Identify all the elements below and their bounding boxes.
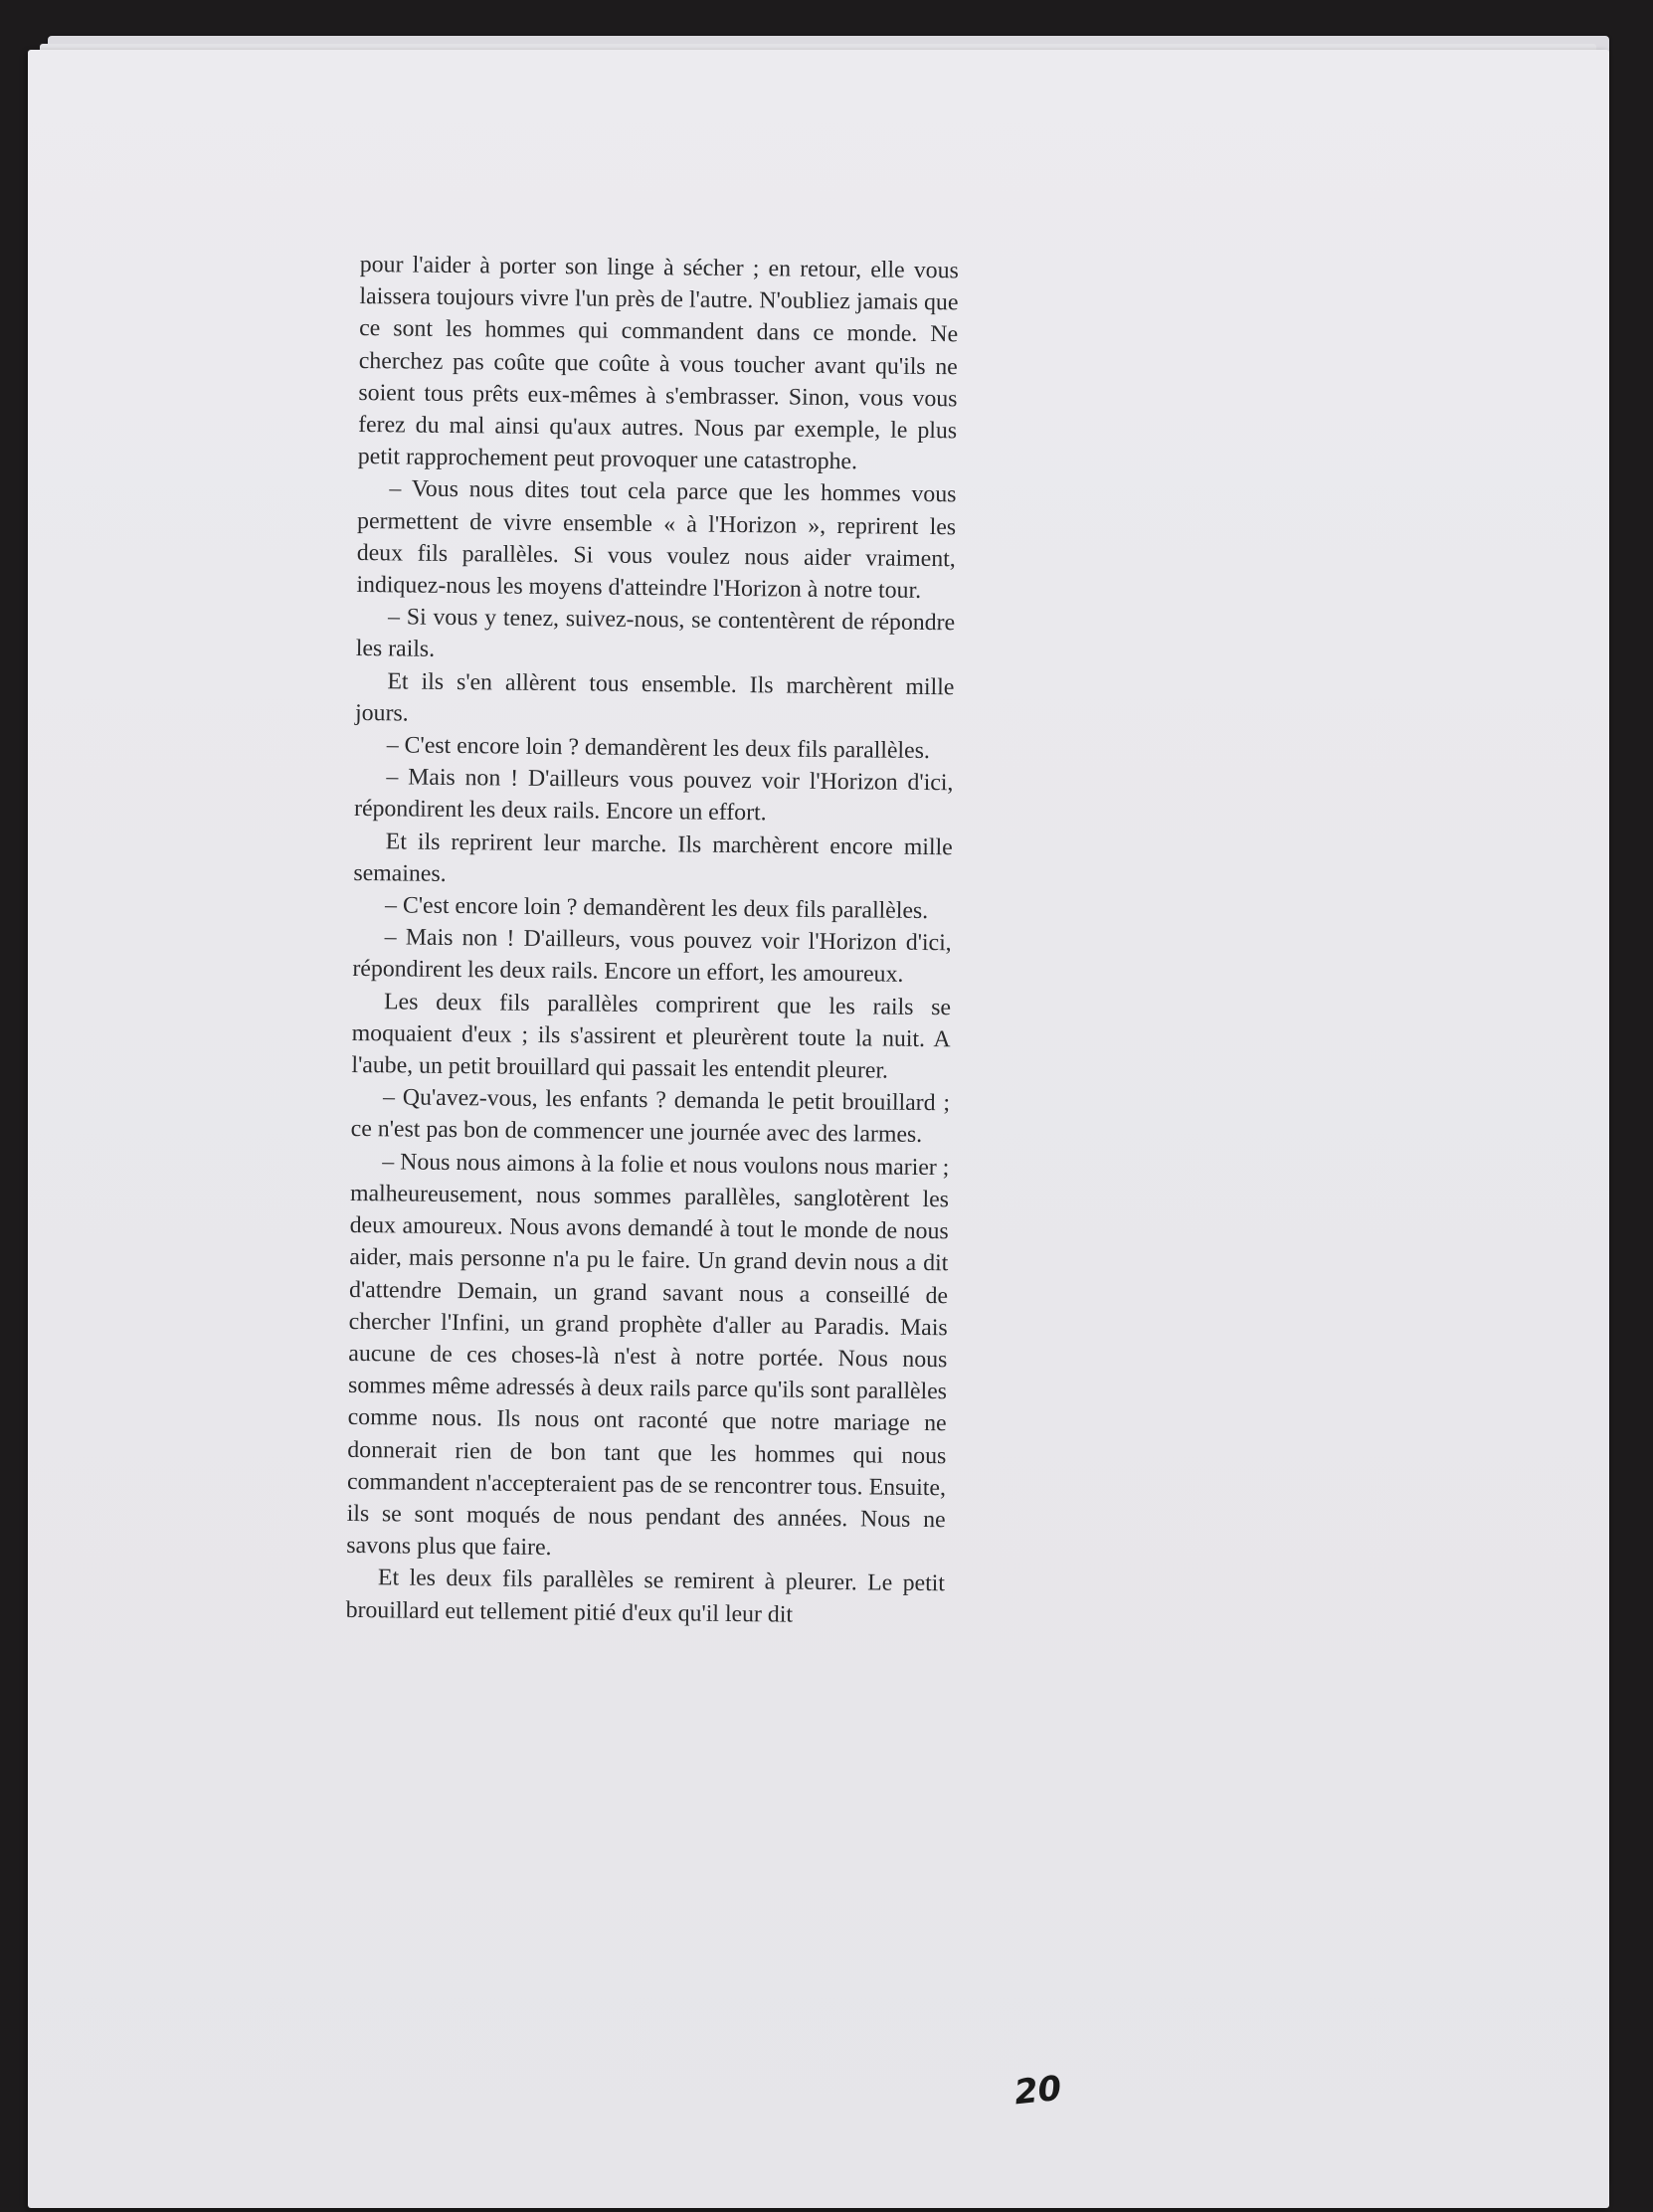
book-page: [28, 50, 1609, 2208]
paragraph: Et les deux fils parallèles se remirent à pleurer. Le petit brouillard eut tellement pitié d'eux qu'il leur dit: [345, 1565, 946, 1628]
handwritten-page-number: 20: [1012, 2068, 1064, 2114]
paragraph: – Nous nous aimons à la folie et nous voulons nous marier ; malheureusement, nous sommes parallèles, sanglotèrent les deux amoureux. Nous avons demandé à tout le monde de nous aider, mais personne n'a pu le faire. Un grand devin nous a dit d'attendre Demain, un grand savant nous a conseillé de chercher l'Infini, un grand prophète d'aller au Paradis. Mais aucune de ces choses-là n'est à notre portée. Nous nous sommes même adressés à deux rails parce qu'ils sont parallèles comme nous. Ils nous ont raconté que notre mariage ne donnerait rien de bon tant que les hommes qui nous commandent n'accepteraient pas de se rencontrer tous. Ensuite, ils se sont moqués de nous pendant des années. Nous ne savons plus que faire.: [346, 1148, 950, 1562]
text-column: [345, 249, 958, 1632]
paragraph: – Mais non ! D'ailleurs vous pouvez voir l'Horizon d'ici, répondirent les deux rails. Encore un effort.: [353, 764, 954, 827]
paragraph: pour l'aider à porter son linge à sécher ; en retour, elle vous laissera toujours vivre l'un près de l'autre. N'oubliez jamais que ce sont les hommes qui commandent dans ce monde. Ne cherchez pas coûte que coûte à vous toucher avant qu'ils ne soient tous prêts eux-mêmes à s'embrasser. Sinon, vous vous ferez du mal ainsi qu'aux autres. Nous par exemple, le plus petit rapprochement peut provoquer une catastrophe.: [357, 251, 959, 475]
paragraph: – Vous nous dites tout cela parce que les hommes vous permettent de vivre ensemble « à l'Horizon », reprirent les deux fils parallèles. Si vous voulez nous aider vraiment, indiquez-nous les moyens d'atteindre l'Horizon à notre tour.: [356, 475, 957, 604]
paragraph: – C'est encore loin ? demandèrent les deux fils parallèles.: [384, 892, 929, 925]
paragraph: – Mais non ! D'ailleurs, vous pouvez voir l'Horizon d'ici, répondirent les deux rails. Encore un effort, les amoureux.: [352, 924, 952, 989]
paragraph: Et ils s'en allèrent tous ensemble. Ils marchèrent mille jours.: [354, 667, 955, 727]
paragraph: Les deux fils parallèles comprirent que les rails se moquaient d'eux ; ils s'assirent et pleurèrent toute la nuit. A l'aube, un petit brouillard qui passait les entendit pleurer.: [351, 988, 952, 1084]
paragraph: Et ils reprirent leur marche. Ils marchèrent encore mille semaines.: [353, 828, 953, 887]
paragraph: – Si vous y tenez, suivez-nous, se contentèrent de répondre les rails.: [355, 604, 956, 663]
paragraph: – Qu'avez-vous, les enfants ? demanda le petit brouillard ; ce n'est pas bon de commencer une journée avec des larmes.: [350, 1084, 951, 1149]
paragraph: – C'est encore loin ? demandèrent les deux fils parallèles.: [386, 732, 931, 765]
